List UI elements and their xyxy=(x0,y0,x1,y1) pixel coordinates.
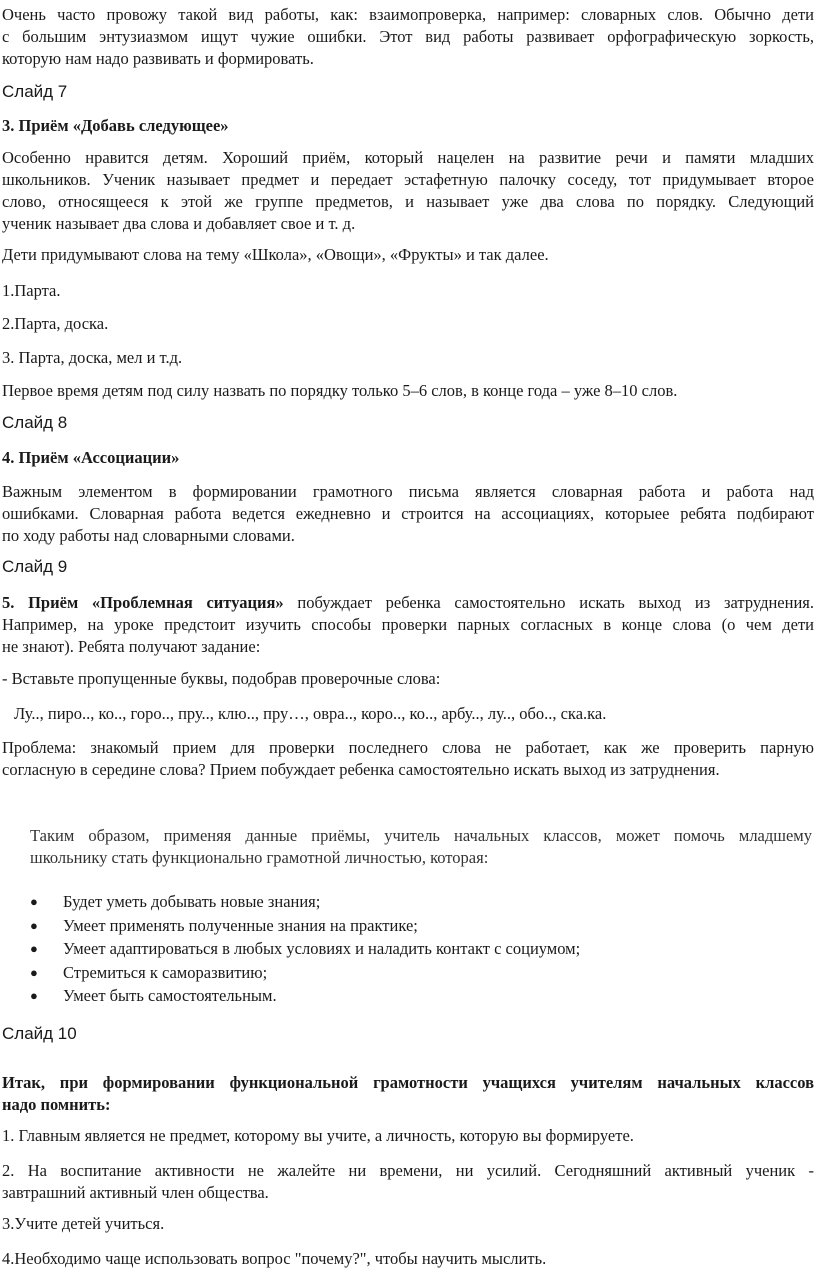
slide-9-p1-line-2: Например, на уроке предстоит изучить способы проверки парных согласных в конце слова (о чем дети xyxy=(2,615,814,634)
intro-line-3: которую нам надо развивать и формировать. xyxy=(2,49,314,68)
slide-10-item-2-line-1: 2. На воспитание активности не жалейте ни времени, ни усилий. Сегодняшний активный ученик - xyxy=(2,1161,814,1180)
slide-7-p1-line-1: Особенно нравится детям. Хороший приём, который нацелен на развитие речи и памяти младших xyxy=(2,148,814,167)
slide-7-example-2: 2.Парта, доска. xyxy=(2,314,109,333)
intro-paragraph xyxy=(2,4,814,70)
bullet-text: Стремиться к саморазвитию; xyxy=(63,962,268,982)
slide-7-p1-line-4: ученик называет два слова и добавляет свое и т. д. xyxy=(2,214,356,233)
slide-10-heading-line-2: надо помнить: xyxy=(2,1095,111,1114)
list-item xyxy=(30,984,790,1008)
bullet-icon: ● xyxy=(30,988,38,1003)
slide-8-p1-line-3: по ходу работы над словарными словами. xyxy=(2,526,295,545)
slide-9-paragraph xyxy=(2,592,814,658)
slide-10-item-2-line-2: завтрашний активный член общества. xyxy=(2,1183,269,1202)
slide-10-item-3: 3.Учите детей учиться. xyxy=(2,1214,165,1233)
slide-9-label: Слайд 9 xyxy=(2,557,68,576)
conclusion-bullet-list xyxy=(30,890,790,1008)
conclusion-paragraph xyxy=(30,825,812,869)
slide-8-p1-line-2: ошибками. Словарная работа ведется ежедневно и строится на ассоциациях, которыее ребята подбирают xyxy=(2,504,814,523)
slide-10-label: Слайд 10 xyxy=(2,1024,77,1043)
slide-9-p1-line-1-rest: побуждает ребенка самостоятельно искать выход из затруднения. xyxy=(283,593,814,612)
list-item xyxy=(30,890,790,914)
slide-7-p1-line-2: школьников. Ученик называет предмет и передает эстафетную палочку соседу, тот придумывает второе xyxy=(2,170,814,189)
bullet-text: Умеет быть самостоятельным. xyxy=(63,986,277,1005)
slide-7-example-3: 3. Парта, доска, мел и т.д. xyxy=(2,348,183,367)
slide-7-p1-line-3: слово, относящееся к этой же группе предметов, и называет уже два слова по порядку. Следующий xyxy=(2,192,814,211)
slide-8-label: Слайд 8 xyxy=(2,413,68,432)
slide-10-heading-line-1: Итак, при формировании функциональной грамотности учащихся учителям начальных классов xyxy=(2,1073,814,1092)
conclusion-line-2: школьнику стать функционально грамотной личностью, которая: xyxy=(30,848,489,867)
bullet-text: Умеет адаптироваться в любых условиях и наладить контакт с социумом; xyxy=(63,939,581,958)
slide-10-item-4: 4.Необходимо чаще использовать вопрос "почему?", чтобы научить мыслить. xyxy=(2,1249,547,1268)
bullet-text: Умеет применять полученные знания на практике; xyxy=(63,915,418,935)
slide-9-heading: 5. Приём «Проблемная ситуация» xyxy=(2,593,284,612)
slide-7-paragraph xyxy=(2,147,814,235)
slide-7-example-1: 1.Парта. xyxy=(2,281,61,300)
list-item xyxy=(30,961,790,985)
slide-9-problem-line-2: согласную в середине слова? Прием побуждает ребенка самостоятельно искать выход из затруднения. xyxy=(2,760,720,779)
slide-10-heading xyxy=(2,1072,814,1116)
intro-line-1: Очень часто провожу такой вид работы, как: взаимопроверка, например: словарных слов. Обычно дети xyxy=(2,5,814,24)
slide-9-task: - Вставьте пропущенные буквы, подобрав проверочные слова: xyxy=(2,669,441,688)
slide-7-label: Слайд 7 xyxy=(2,82,68,101)
bullet-icon: ● xyxy=(30,964,38,980)
slide-9-problem-line-1: Проблема: знакомый прием для проверки последнего слова не работает, как же проверить парную xyxy=(2,738,814,757)
intro-line-2: с большим энтузиазмом ищут чужие ошибки. Этот вид работы развивает орфографическую зоркость, xyxy=(2,27,814,46)
list-item xyxy=(30,937,790,961)
slide-9-words: Лу.., пиро.., ко.., горо.., пру.., клю.., пру…, овра.., коро.., ко.., арбу.., лу.., обо.., ска.ка. xyxy=(14,704,607,723)
conclusion-line-1: Таким образом, применяя данные приёмы, учитель начальных классов, может помочь младшему xyxy=(30,826,812,845)
slide-9-p1-line-3: не знают). Ребята получают задание: xyxy=(2,637,261,656)
bullet-text: Будет уметь добывать новые знания; xyxy=(63,892,321,911)
slide-7-note: Первое время детям под силу назвать по порядку только 5–6 слов, в конце года – уже 8–10 слов. xyxy=(2,381,678,400)
slide-7-heading: 3. Приём «Добавь следующее» xyxy=(2,116,229,135)
bullet-icon: ● xyxy=(30,917,38,933)
slide-7-topics: Дети придумывают слова на тему «Школа», «Овощи», «Фрукты» и так далее. xyxy=(2,245,549,264)
list-item xyxy=(30,914,790,938)
slide-9-problem xyxy=(2,737,814,781)
bullet-icon: ● xyxy=(30,894,38,909)
slide-10-item-2 xyxy=(2,1160,814,1204)
slide-8-p1-line-1: Важным элементом в формировании грамотного письма является словарная работа и работа над xyxy=(2,482,814,501)
slide-9-p1-line-1 xyxy=(2,592,814,614)
slide-8-paragraph xyxy=(2,481,814,547)
bullet-icon: ● xyxy=(30,941,38,956)
slide-8-heading: 4. Приём «Ассоциации» xyxy=(2,448,180,467)
slide-10-item-1: 1. Главным является не предмет, которому вы учите, а личность, которую вы формируете. xyxy=(2,1126,634,1145)
